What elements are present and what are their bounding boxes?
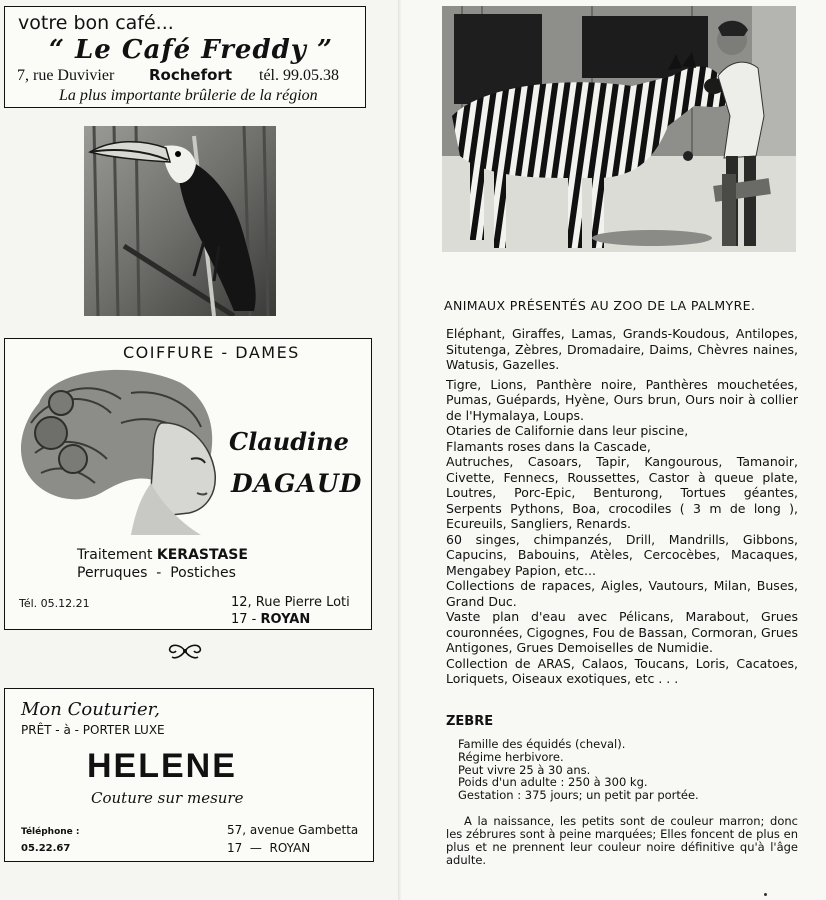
right-page — [402, 0, 826, 900]
zoo-paragraph: Eléphant, Giraffes, Lamas, Grands-Koudous, Antilopes, Situtenga, Zèbres, Dromadaire, Daims, Chèvres naines, Watusis, Gazelles. — [446, 326, 798, 372]
treatment-label: Traitement — [77, 547, 153, 563]
zebre-facts-list — [458, 738, 699, 802]
couturier-phone: 05.22.67 — [21, 843, 71, 854]
stylist-first-name: Claudine — [229, 427, 349, 456]
coiffure-title: COIFFURE - DAMES — [123, 343, 300, 362]
couturier-helene-ad — [4, 688, 374, 862]
treatment-brand: KERASTASE — [156, 547, 248, 563]
coiffure-postal: 17 - — [231, 612, 257, 627]
cafe-name: “ Le Café Freddy ” — [49, 35, 333, 65]
zebre-fact: Gestation : 375 jours; un petit par portée. — [458, 788, 699, 803]
coiffure-city: ROYAN — [260, 612, 311, 627]
zoo-paragraph: Collections de rapaces, Aigles, Vautours, Milan, Buses, Grand Duc. — [446, 578, 798, 609]
zoo-paragraph: Flamants roses dans la Cascade, — [446, 438, 651, 454]
zebre-fact: Poids d'un adulte : 250 à 300 kg. — [458, 775, 648, 790]
coiffure-dames-ad — [4, 338, 372, 630]
zebre-fact: Famille des équidés (cheval). — [458, 737, 626, 751]
zebre-note: A la naissance, les petits sont de couleur marron; donc les zébrures sont à peine marquées; Elles foncent de plus en plus et ne prennent leur couleur noire définitive qu'à l'âge adulte. — [446, 814, 798, 867]
coiffure-phone: Tél. 05.12.21 — [19, 597, 90, 610]
zebre-fact: Régime herbivore. — [458, 749, 564, 764]
zebre-title: ZEBRE — [446, 714, 494, 729]
couturier-subheading: PRÊT - à - PORTER LUXE — [21, 723, 165, 737]
zoo-animal-list — [446, 326, 798, 687]
couturier-address: 57, avenue Gambetta — [227, 823, 359, 837]
couturier-name: HELENE — [87, 747, 237, 785]
coiffure-address: 12, Rue Pierre Loti — [231, 595, 350, 610]
page-mark — [764, 893, 767, 896]
zoo-paragraph: Collection de ARAS, Calaos, Toucans, Loris, Cacatoes, Loriquets, Oiseaux exotiques, etc . . . — [446, 655, 798, 686]
ornament-icon — [164, 640, 206, 662]
cafe-city: Rochefort — [149, 66, 232, 84]
coiffure-city-line — [231, 612, 310, 627]
cafe-address: 7, rue Duvivier — [17, 67, 115, 84]
toucan-photo — [84, 126, 276, 316]
treatment-line — [77, 547, 248, 563]
couturier-tagline: Couture sur mesure — [91, 789, 244, 807]
cafe-phone: tél. 99.05.38 — [259, 67, 339, 84]
couturier-heading: Mon Couturier, — [21, 699, 160, 720]
woman-portrait-photo — [11, 363, 223, 535]
cafe-freddy-ad — [4, 6, 366, 108]
stylist-last-name: DAGAUD — [231, 469, 363, 498]
cafe-slogan: La plus importante brûlerie de la région — [59, 87, 318, 104]
zebra-photo — [442, 6, 796, 252]
left-page — [0, 0, 402, 900]
couturier-phone-label: Téléphone : — [21, 827, 80, 837]
zoo-title: ANIMAUX PRÉSENTÉS AU ZOO DE LA PALMYRE. — [444, 298, 756, 313]
zoo-paragraph: Autruches, Casoars, Tapir, Kangourous, Tamanoir, Civette, Fennecs, Roussettes, Castor à queue plate, Loutres, Porc-Epic, Benturong, Tortues géantes, Serpents Pythons, Boa, crocodiles ( 3 m de long ), Ecureuils, Sangliers, Renards. — [446, 454, 798, 531]
zebre-fact: Peut vivre 25 à 30 ans. — [458, 762, 591, 777]
cafe-tagline: votre bon café... — [18, 12, 174, 34]
zoo-paragraph: Tigre, Lions, Panthère noire, Panthères mouchetées, Pumas, Guépards, Hyène, Ours brun, Ours noir à collier de l'Hymalaya, Loups. — [446, 376, 798, 423]
zoo-paragraph: 60 singes, chimpanzés, Drill, Mandrills, Gibbons, Capucins, Babouins, Atèles, Cercocèbes, Macaques, Mengabey Papion, etc... — [446, 531, 798, 578]
couturier-city: 17 — ROYAN — [227, 841, 311, 855]
zoo-paragraph: Vaste plan d'eau avec Pélicans, Marabout, Grues couronnées, Cigognes, Fou de Bassan, Cormoran, Grues Antigones, Grues Demoiselles de Numidie. — [446, 609, 798, 655]
products-line: Perruques - Postiches — [77, 565, 236, 581]
zoo-paragraph: Otaries de Californie dans leur piscine, — [446, 423, 689, 438]
